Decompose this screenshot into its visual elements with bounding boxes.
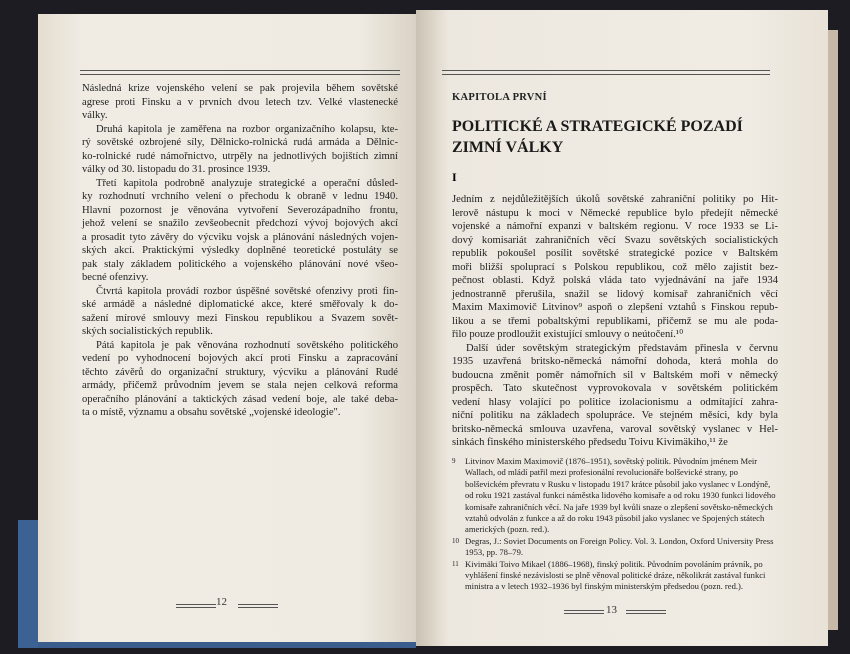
text-line: armády, přičemž průvodním jevem se stala nejen celková reforma: [82, 380, 398, 391]
text-line: pečnost oblasti. Když polská vláda tato vyjednávání na jaře 1934: [452, 275, 778, 286]
footnote-number: 10: [452, 536, 459, 545]
text-line: vojenské a námořní expanzi v baltském regionu. V roce 1933 se Li-: [452, 221, 778, 232]
header-rule: [442, 70, 770, 75]
page-number: 13: [606, 604, 617, 616]
text-line: Další úder sovětským strategickým představám přinesla v červnu: [466, 342, 778, 354]
text-line: vedení po vyhodnocení bojových akcí proti Finsku a zapracování: [82, 353, 398, 364]
text-line: jehož velení se snažilo zevšeobecnit předchozí vývoj bojových akcí: [82, 218, 398, 229]
text-line: budoucna změnit poměr námořních sil v Baltském moři v německý: [452, 369, 778, 381]
right-page: [416, 10, 828, 646]
chapter-title-line: ZIMNÍ VÁLKY: [452, 139, 564, 156]
footer-rule-left: [564, 610, 604, 614]
footer-rule-left: [176, 604, 216, 608]
text-line: Třetí kapitola podrobně analyzuje strategické a operační důsled-: [96, 177, 398, 189]
text-line: ky rozhodnutí vrchního velení o přechodu k obraně v lednu 1940.: [82, 191, 398, 202]
text-line: ko-rolnické rudé námořnictvo, utrpěly na jednotlivých bojištích zimní: [82, 150, 398, 162]
right-body-text: [452, 193, 778, 450]
text-line: války.: [82, 110, 108, 121]
footnote-number: 11: [452, 559, 459, 568]
text-line: a prosadit tyto závěry do výcviku vojsk a plánování následných vojen-: [82, 231, 398, 243]
text-line: řilo pouze prodloužit existující smlouvy o neútočení.¹⁰: [452, 329, 684, 340]
text-line: britsko-německá smlouva uzavřena, varoval sovětský vyslanec v Hel-: [452, 423, 778, 435]
left-page: [38, 14, 416, 648]
left-body-text: [82, 82, 398, 420]
text-line: těchto závěrů do organizační struktury, výcviku a plánování Rudé: [82, 366, 398, 378]
text-line: 1935 uzavřená britsko-německá námořní dohoda, která mohla do: [452, 356, 778, 367]
paragraph: [82, 123, 398, 177]
page-number: 12: [216, 596, 227, 608]
text-line: sažení mírové smlouvy mezi Finskou republikou a Svazem sovět-: [82, 312, 398, 324]
text-line: ta o místě, významu a obsahu sovětské „vojenské ideologie".: [82, 407, 341, 418]
text-line: dový komisariát zahraničních věcí Svazu sovětských socialistických: [452, 234, 778, 246]
paragraph: [452, 193, 778, 342]
footnote-text: Degras, J.: Soviet Documents on Foreign Policy. Vol. 3. London, Oxford University Press 1953, pp. 78–79.: [465, 535, 774, 558]
text-line: Hlavní pozornost je věnována vytvoření Severozápadního frontu,: [82, 204, 398, 216]
text-line: vedení hlasy volající po politice izolacionismu a odmítající zahra-: [452, 396, 778, 408]
paragraph: [82, 285, 398, 339]
footnote: [452, 559, 776, 593]
footnote: [452, 456, 776, 536]
section-number: I: [452, 170, 457, 184]
text-line: Druhá kapitola je zaměřena na rozbor organizačního kolapsu, kte-: [96, 123, 398, 135]
text-line: sinkách finského ministerského předsedu Toivu Kivimäkiho,¹¹ že: [452, 437, 728, 448]
page-edges: [828, 30, 838, 630]
text-line: lerově nástupu k moci v Německé republice bylo předejít německé: [452, 207, 778, 219]
footnote-text: Kivimäki Toivo Mikael (1886–1968), finský politik. Původním povoláním právník, po vyhlášení finské nezávislosti se plně věnoval politické dráze, několikrát zastával funkci ministra a v letech 1932–1936 byl finským ministerským předsedou (pozn. red.).: [465, 558, 766, 592]
header-rule: [80, 70, 400, 75]
chapter-title: [452, 116, 743, 158]
text-line: prospěch. Tato skutečnost vyprovokovala v sovětském politickém: [452, 383, 778, 394]
footnote-text: Litvinov Maxim Maximovič (1876–1951), sovětský politik. Původním jménem Meir Wallach, od mládí patřil mezi profesionální revolucionáře bolševické strany, po bolševickém převratu v Rusku v listopadu 1917 krátce působil jako vyslanec v Londýně, od roku 1921 zastával funkci náměstka lidového komisaře a od roku 1930 funkci lidového komisaře zahraničních věcí. Na jaře 1939 byl kvůli snaze o zlepšení sovětsko-německých vztahů odvolán z funkce a až do roku 1943 působil jako vyslanec ve Spojených státech amerických (pozn. red.).: [465, 456, 776, 535]
text-line: války od 30. listopadu do 31. prosince 1939.: [82, 164, 271, 175]
footer-rule-right: [238, 604, 278, 608]
text-line: Maxim Maximovič Litvinov⁹ aspoň o zlepšení vztahů s Finskou repub-: [452, 302, 778, 313]
text-line: becné ofenzivy.: [82, 272, 149, 283]
text-line: Jedním z nejdůležitějších úkolů sovětské zahraniční politiky po Hit-: [452, 194, 778, 205]
chapter-title-line: POLITICKÉ A STRATEGICKÉ POZADÍ: [452, 118, 743, 135]
text-line: ských akcí. Praktickými výsledky doplněné teoretické postuláty se: [82, 245, 398, 256]
paragraph: [82, 177, 398, 285]
text-line: ských socialistických republik.: [82, 326, 213, 337]
text-line: agrese proti Finsku a v prvních dvou letech tzv. Velké vlastenecké: [82, 96, 398, 108]
footnotes: [452, 456, 776, 593]
text-line: jednostranně přerušila, snažil se lidový komisař zahraničních věcí: [452, 288, 778, 300]
text-line: Následná krize vojenského velení se pak projevila během sovětské: [82, 83, 398, 94]
text-line: pak staly základem politického a vojenského plánování nové všeo-: [82, 258, 398, 270]
text-line: likou a se třemi pobaltskými republikami, přičemž se mu ale poda-: [452, 315, 778, 327]
text-line: operačního plánování a taktických zásad vedení boje, ale také deba-: [82, 393, 398, 405]
text-line: republik pokoušel posílit sovětské strategické pozice v Baltském: [452, 248, 778, 259]
footnote: [452, 536, 776, 559]
paragraph: [82, 82, 398, 123]
text-line: Pátá kapitola je pak věnována rozhodnutí sovětského politického: [96, 339, 398, 351]
text-line: rý sovětské ozbrojené síly, Dělnicko-rolnická rudá armáda a Dělnic-: [82, 137, 398, 148]
text-line: moři bližší spoluprací s Polskou republikou, což mělo zajistit bez-: [452, 261, 778, 273]
paragraph: [82, 339, 398, 420]
text-line: Čtvrtá kapitola provádí rozbor úspěšné sovětské ofenzivy proti fin-: [96, 285, 398, 297]
footer-rule-right: [626, 610, 666, 614]
text-line: ské armádě a následné diplomatické akce, které směřovaly k do-: [82, 299, 398, 310]
footnote-number: 9: [452, 457, 456, 465]
text-line: niční politiku na základech spolupráce. Ve stejném měsíci, kdy byla: [452, 410, 778, 421]
chapter-label: KAPITOLA PRVNÍ: [452, 92, 547, 103]
paragraph: [452, 342, 778, 450]
